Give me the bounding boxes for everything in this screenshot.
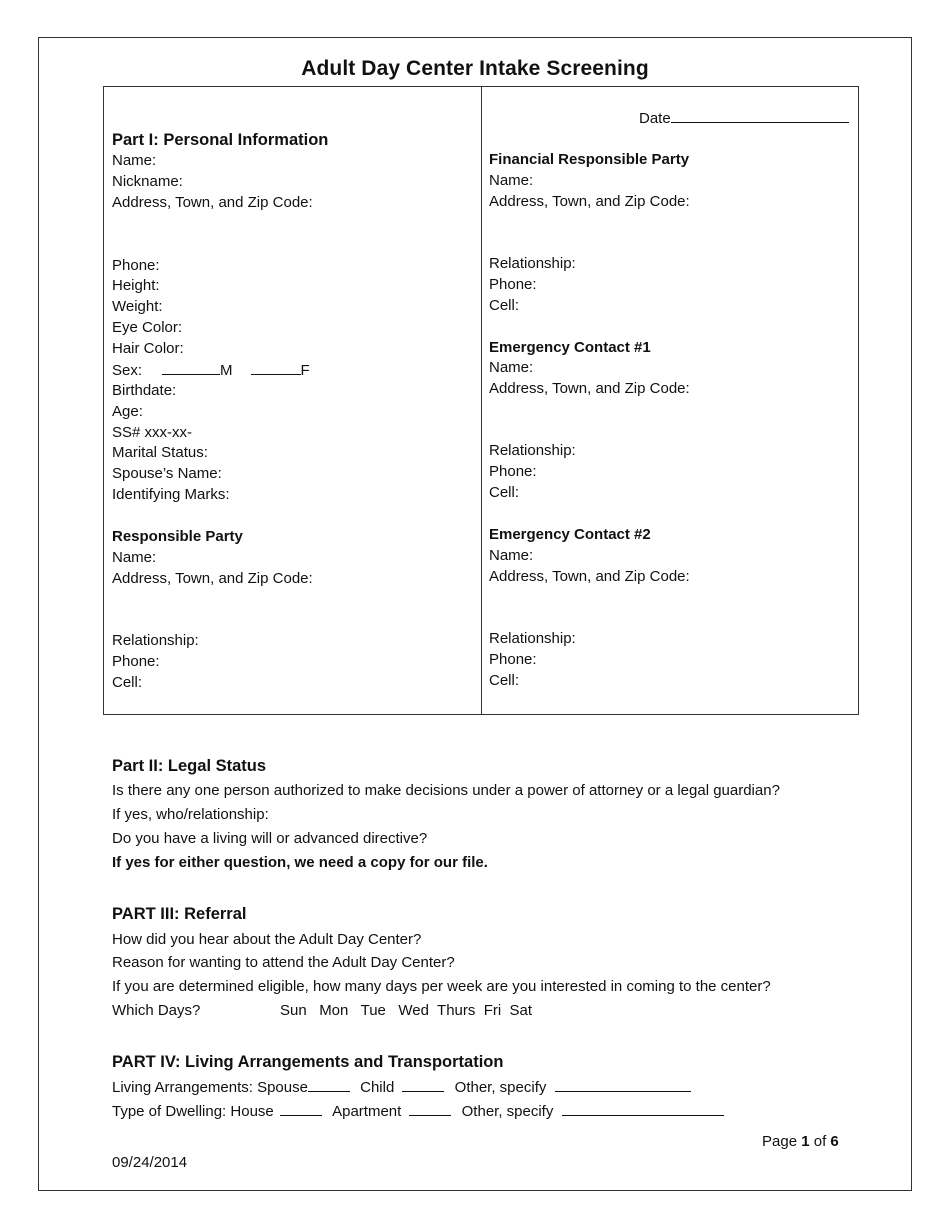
part3-heading: PART III: Referral [112,905,247,923]
part1-heading: Part I: Personal Information [112,131,329,149]
responsible-address-label: Address, Town, and Zip Code: [112,570,313,587]
responsible-phone-label: Phone: [112,653,160,670]
emergency2-cell-label: Cell: [489,672,520,689]
financial-relationship-label: Relationship: [489,255,576,272]
which-days-label: Which Days? [112,1002,201,1019]
eye-color-label: Eye Color: [112,319,183,336]
sex-m-line[interactable] [162,360,220,375]
nickname-label: Nickname: [112,173,183,190]
relationship-question: If yes, who/relationship: [112,806,269,823]
emergency1-cell-label: Cell: [489,484,520,501]
emergency2-phone-label: Phone: [489,651,537,668]
ssn-label: SS# xxx-xx- [112,424,193,441]
spouse-name-label: Spouse’s Name: [112,465,222,482]
sex-field[interactable] [112,360,310,381]
page-number [762,1132,839,1152]
height-label: Height: [112,277,160,294]
dwelling-label: Type of Dwelling: House [112,1103,274,1120]
weight-label: Weight: [112,298,163,315]
emergency1-name-label: Name: [489,359,534,376]
child-label: Child [360,1079,395,1096]
financial-address-label: Address, Town, and Zip Code: [489,193,690,210]
days-per-week-question: If you are determined eligible, how many days per week are you interested in coming to the center? [112,978,771,995]
living-other-line[interactable] [555,1077,691,1092]
sex-f-label: F [300,362,310,379]
phone-label: Phone: [112,257,160,274]
page-current: 1 [801,1133,810,1150]
child-line[interactable] [402,1077,444,1092]
emergency2-heading: Emergency Contact #2 [489,526,651,543]
form-title: Adult Day Center Intake Screening [301,57,649,80]
birthdate-label: Birthdate: [112,382,177,399]
responsible-relationship-label: Relationship: [112,632,199,649]
dwelling-other-line[interactable] [562,1101,724,1116]
identifying-marks-label: Identifying Marks: [112,486,230,503]
date-label: Date [639,110,671,127]
reason-question: Reason for wanting to attend the Adult Day Center? [112,954,455,971]
name-label: Name: [112,152,157,169]
responsible-party-heading: Responsible Party [112,528,243,545]
marital-status-label: Marital Status: [112,444,208,461]
living-arrangements-label: Living Arrangements: Spouse [112,1079,308,1096]
dwelling-row [112,1101,724,1122]
emergency2-address-label: Address, Town, and Zip Code: [489,568,690,585]
living-arrangements-row [112,1077,691,1098]
emergency1-address-label: Address, Town, and Zip Code: [489,380,690,397]
financial-cell-label: Cell: [489,297,520,314]
emergency2-name-label: Name: [489,547,534,564]
hear-about-question: How did you hear about the Adult Day Center? [112,931,422,948]
living-other-label: Other, specify [454,1079,547,1096]
financial-phone-label: Phone: [489,276,537,293]
page-total: 6 [830,1133,839,1150]
sex-label: Sex: [112,362,143,379]
spouse-line[interactable] [308,1077,350,1092]
sex-f-line[interactable] [251,360,301,375]
responsible-cell-label: Cell: [112,674,143,691]
responsible-name-label: Name: [112,549,157,566]
dwelling-other-label: Other, specify [461,1103,554,1120]
house-line[interactable] [280,1101,322,1116]
emergency2-relationship-label: Relationship: [489,630,576,647]
financial-party-heading: Financial Responsible Party [489,151,690,168]
emergency1-heading: Emergency Contact #1 [489,339,651,356]
apartment-line[interactable] [409,1101,451,1116]
hair-color-label: Hair Color: [112,340,184,357]
page-of: of [813,1133,827,1150]
page-prefix: Page [762,1133,798,1150]
living-will-question: Do you have a living will or advanced directive? [112,830,428,847]
part4-heading: PART IV: Living Arrangements and Transportation [112,1053,504,1071]
financial-name-label: Name: [489,172,534,189]
footer-date: 09/24/2014 [112,1154,188,1171]
table-divider [481,86,482,715]
address-label: Address, Town, and Zip Code: [112,194,313,211]
emergency1-phone-label: Phone: [489,463,537,480]
sex-m-label: M [220,362,233,379]
age-label: Age: [112,403,143,420]
poa-question: Is there any one person authorized to make decisions under a power of attorney or a legal guardian? [112,782,780,799]
date-line [671,108,849,123]
date-field[interactable] [639,108,849,129]
apartment-label: Apartment [332,1103,402,1120]
part2-heading: Part II: Legal Status [112,757,267,775]
emergency1-relationship-label: Relationship: [489,442,576,459]
copy-note: If yes for either question, we need a copy for our file. [112,854,488,871]
days-options[interactable]: Sun Mon Tue Wed Thurs Fri Sat [280,1002,533,1019]
